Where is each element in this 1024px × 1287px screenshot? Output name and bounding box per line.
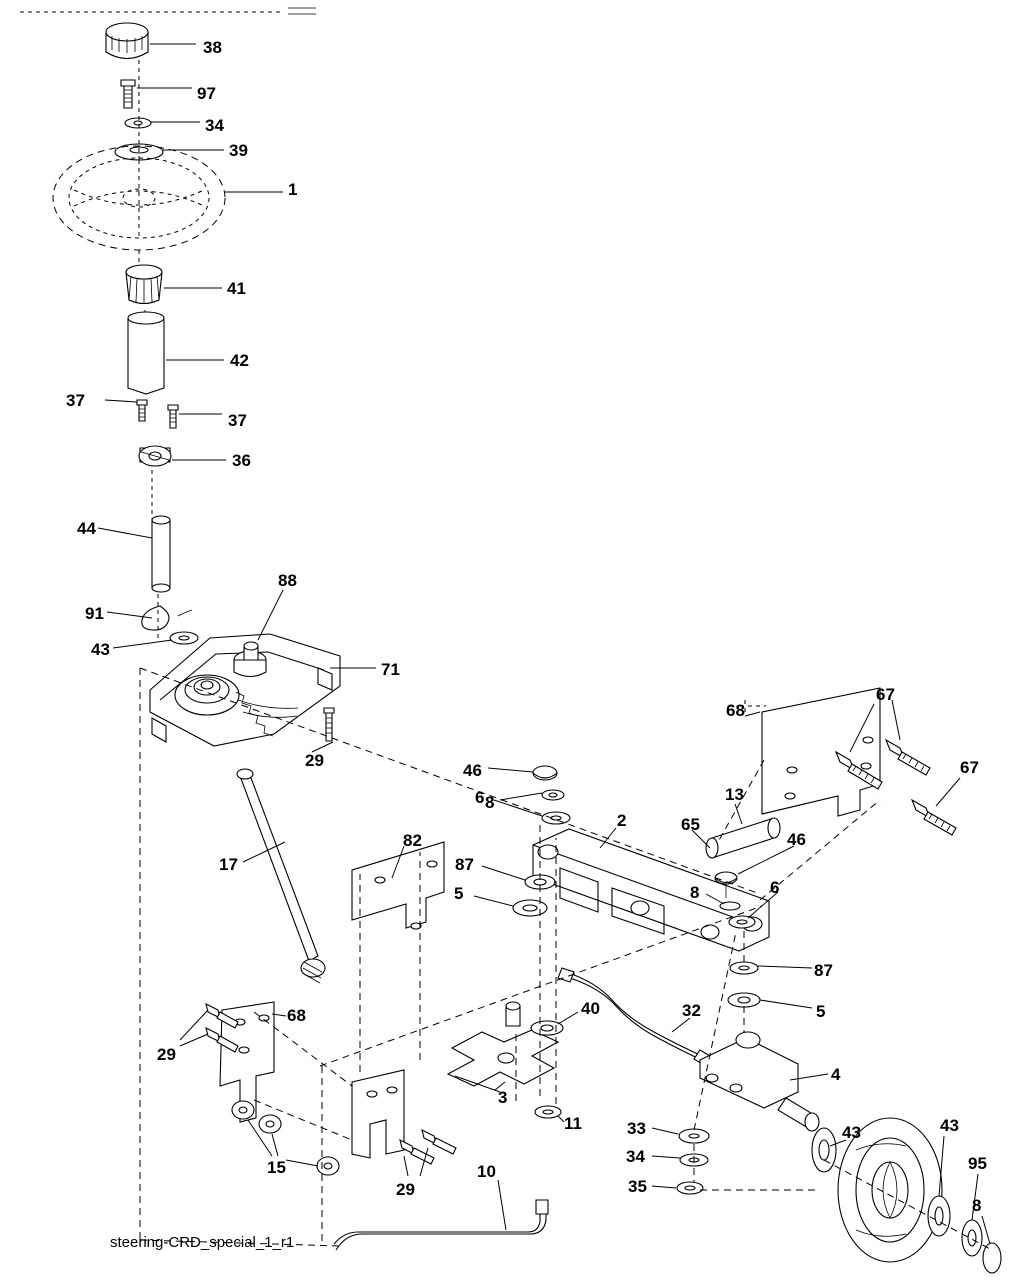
callout-46-left: 46 — [463, 761, 482, 780]
callout-13: 13 — [725, 785, 744, 804]
part-15-nut-a — [232, 1101, 254, 1119]
part-97-bolt — [121, 80, 135, 108]
part-10-rod — [334, 1200, 548, 1250]
callout-5-right: 5 — [816, 1002, 826, 1021]
callout-38: 38 — [203, 38, 222, 57]
callout-37-left: 37 — [66, 391, 85, 410]
callout-88: 88 — [278, 571, 297, 590]
callout-44: 44 — [77, 519, 96, 538]
callout-87-right: 87 — [814, 961, 833, 980]
callout-71: 71 — [381, 660, 400, 679]
callout-87-left: 87 — [455, 855, 474, 874]
callout-2: 2 — [617, 811, 627, 830]
callout-17: 17 — [219, 855, 238, 874]
callout-37-right: 37 — [228, 411, 247, 430]
callout-95: 95 — [968, 1154, 987, 1173]
callout-82: 82 — [403, 831, 422, 850]
part-87-washer-right — [730, 962, 758, 974]
callout-29-housing: 29 — [305, 751, 324, 770]
callout-67-a: 67 — [876, 685, 895, 704]
part-43-bushing-wheel — [812, 1128, 836, 1172]
callout-10: 10 — [477, 1162, 496, 1181]
part-46-plug-left — [533, 766, 557, 780]
callout-91: 91 — [85, 604, 104, 623]
crop-marks — [20, 8, 316, 14]
callout-36: 36 — [232, 451, 251, 470]
callout-42: 42 — [230, 351, 249, 370]
callout-46-right: 46 — [787, 830, 806, 849]
part-bracket-lower-center — [352, 1070, 404, 1158]
callout-40: 40 — [581, 999, 600, 1018]
callout-67-b: 67 — [960, 758, 979, 777]
part-15-nut-c — [317, 1157, 339, 1175]
callout-1: 1 — [288, 180, 298, 199]
part-8-nut-left — [542, 790, 564, 800]
part-95-washer — [962, 1220, 982, 1256]
part-42-sleeve — [128, 312, 164, 394]
part-1-steering-wheel — [53, 146, 225, 250]
callout-68-left: 68 — [287, 1006, 306, 1025]
callout-6-right: 6 — [770, 878, 780, 897]
diagram-caption: steering-CRD_special_1_r1 — [110, 1234, 295, 1251]
part-15-nut-b — [259, 1115, 281, 1133]
callout-39: 39 — [229, 141, 248, 160]
part-5-washer-left — [513, 900, 547, 916]
callout-32: 32 — [682, 1001, 701, 1020]
part-37-screw-right — [168, 405, 178, 428]
callout-5-left: 5 — [454, 884, 464, 903]
callout-8-wheel: 8 — [972, 1196, 982, 1215]
part-33-washer — [679, 1129, 709, 1143]
callout-97: 97 — [197, 84, 216, 103]
callout-68-right: 68 — [726, 701, 745, 720]
callout-43-top: 43 — [91, 640, 110, 659]
part-17-drag-link — [237, 769, 325, 983]
part-34-washer — [125, 118, 151, 128]
callout-33: 33 — [627, 1119, 646, 1138]
part-37-screw-left — [137, 400, 147, 421]
part-38-cap — [106, 23, 148, 59]
part-82-bracket — [352, 842, 444, 929]
callout-8-left: 8 — [485, 793, 495, 812]
part-43-bushing-outer — [928, 1196, 950, 1236]
callout-6-left: 6 — [475, 788, 485, 807]
callout-34-lower: 34 — [626, 1147, 645, 1166]
callout-35: 35 — [628, 1177, 647, 1196]
callout-43-wheel: 43 — [842, 1123, 861, 1142]
callout-4: 4 — [831, 1065, 841, 1084]
part-8-nut-wheel — [983, 1243, 1001, 1273]
part-5-washer-right — [728, 993, 760, 1007]
callout-29-left: 29 — [157, 1045, 176, 1064]
part-35-washer — [677, 1182, 703, 1194]
callout-65: 65 — [681, 815, 700, 834]
part-67-bolt-b — [886, 740, 930, 775]
part-43-washer-top — [170, 632, 198, 644]
part-71-steering-housing — [150, 634, 340, 746]
callout-11: 11 — [564, 1114, 582, 1133]
callout-3: 3 — [498, 1088, 508, 1107]
part-3-pivot-plate — [448, 1002, 558, 1086]
part-68-bracket-right — [762, 688, 880, 816]
part-67-bolt-c — [912, 800, 956, 835]
part-13-spacer — [706, 818, 780, 858]
part-6-washer-left — [542, 812, 570, 824]
part-4-spindle-right — [700, 1032, 819, 1131]
callout-41: 41 — [227, 279, 246, 298]
callout-29-bottom: 29 — [396, 1180, 415, 1199]
part-44-sleeve — [152, 516, 170, 592]
callout-8-right: 8 — [690, 883, 700, 902]
part-41-adapter — [126, 265, 162, 304]
callout-43-outer: 43 — [940, 1116, 959, 1135]
part-11-washer — [535, 1106, 561, 1118]
callout-15: 15 — [267, 1158, 286, 1177]
part-40-washer — [531, 1021, 563, 1035]
part-36-bushing — [139, 446, 171, 466]
callout-34-top: 34 — [205, 116, 224, 135]
part-6-washer-right — [729, 916, 755, 928]
